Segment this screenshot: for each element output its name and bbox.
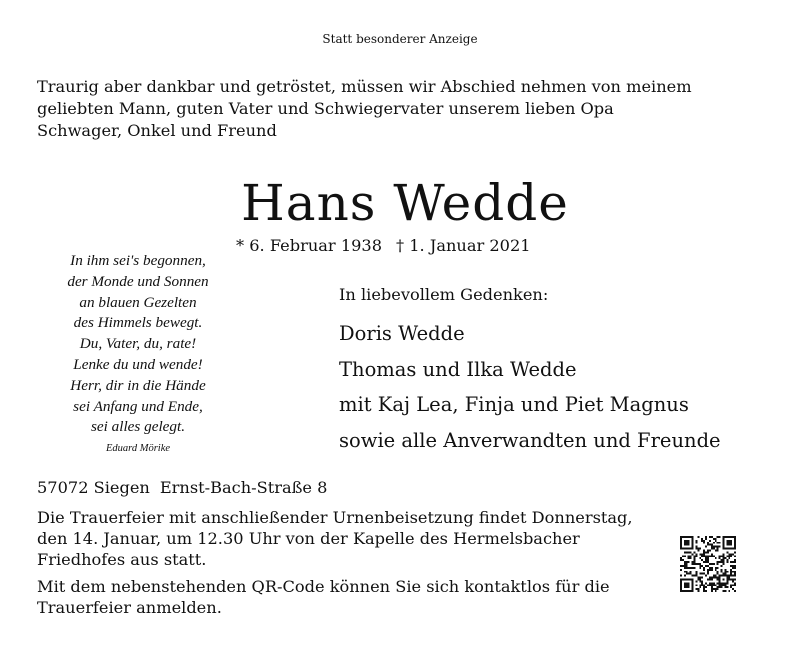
ceremony-line: Friedhofes aus statt. (37, 550, 207, 569)
deceased-name: Hans Wedde (241, 174, 569, 232)
poem-line: Lenke du und wende! (73, 355, 203, 373)
poem-line: In ihm sei's begonnen, (70, 252, 206, 269)
family-line: Thomas und Ilka Wedde (339, 357, 577, 381)
poem (38, 251, 238, 456)
qr-code-icon[interactable] (680, 536, 736, 592)
family-line: Doris Wedde (339, 322, 465, 345)
poem-line: Herr, dir in die Hände (70, 376, 206, 394)
qr-line: Trauerfeier anmelden. (37, 598, 222, 617)
birth-date: * 6. Februar 1938 (236, 236, 383, 255)
poem-line: sei Anfang und Ende, (73, 397, 203, 415)
life-dates (236, 236, 531, 255)
notice-header: Statt besonderer Anzeige (322, 32, 478, 46)
family-line: mit Kaj Lea, Finja und Piet Magnus (339, 393, 689, 416)
ceremony-info (37, 507, 633, 570)
poem-line: der Monde und Sonnen (67, 272, 209, 290)
ceremony-line: Die Trauerfeier mit anschließender Urnenbeisetzung findet Donnerstag, (37, 508, 633, 527)
address (37, 478, 327, 497)
qr-line: Mit dem nebenstehenden QR-Code können Sie sich kontaktlos für die (37, 577, 610, 596)
poem-line: an blauen Gezelten (79, 293, 197, 311)
qr-instructions (37, 576, 610, 618)
intro-line: Traurig aber dankbar und getröstet, müssen wir Abschied nehmen von meinem (37, 77, 692, 96)
poem-line: des Himmels bewegt. (73, 314, 203, 332)
address-postal: 57072 Siegen (37, 478, 150, 497)
intro-text (37, 76, 692, 142)
address-street: Ernst-Bach-Straße 8 (159, 478, 328, 497)
poem-author: Eduard Mörike (105, 443, 171, 455)
ceremony-line: den 14. Januar, um 12.30 Uhr von der Kapelle des Hermelsbacher (37, 529, 580, 548)
intro-line: Schwager, Onkel und Freund (37, 121, 277, 140)
family-line: sowie alle Anverwandten und Freunde (339, 428, 721, 452)
memory-label: In liebevollem Gedenken: (339, 285, 549, 304)
family-list (339, 316, 721, 458)
poem-line: Du, Vater, du, rate! (79, 335, 197, 353)
death-date: † 1. Januar 2021 (396, 236, 531, 255)
intro-line: geliebten Mann, guten Vater und Schwiegervater unserem lieben Opa (37, 99, 614, 118)
poem-line: sei alles gelegt. (90, 418, 186, 436)
